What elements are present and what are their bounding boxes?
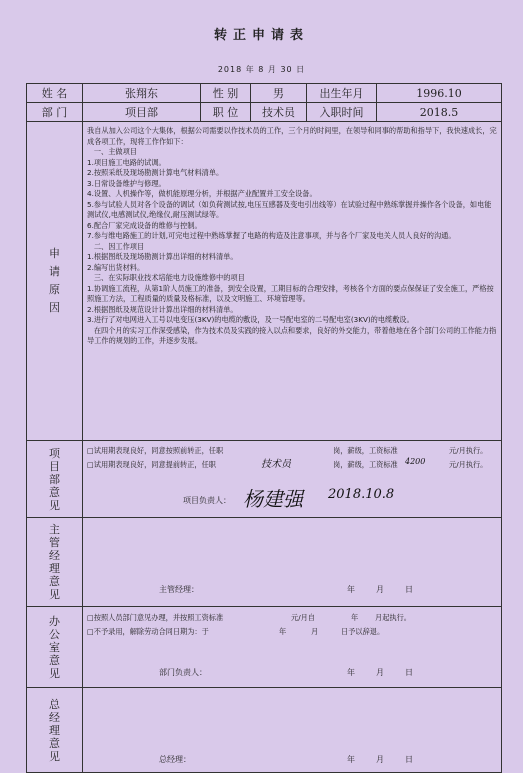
name-value: 张翔东 [83, 84, 201, 103]
supervisor-opinion-row [27, 518, 502, 607]
gm-year-label: 年 [347, 755, 355, 764]
office-month-label: 月 [376, 668, 384, 677]
birth-label: 出生年月 [307, 84, 377, 103]
join-value: 2018.5 [377, 103, 502, 122]
gm-day-label: 日 [405, 755, 413, 764]
office-option-1-c: 年 [351, 613, 359, 622]
project-signer-signature: 杨建强 [243, 487, 303, 511]
office-option-1-b: 元/月自 [291, 613, 315, 622]
supervisor-day-label: 日 [405, 585, 413, 594]
gm-opinion-row [27, 688, 502, 773]
birth-value: 1996.10 [377, 84, 502, 103]
dept-label: 部 门 [27, 103, 83, 122]
office-option-2-c: 月 [311, 627, 319, 636]
project-option-2-c: 元/月执行。 [449, 460, 488, 469]
project-option-1-c: 元/月执行。 [449, 446, 488, 455]
reason-label: 申 请 原 因 [27, 122, 83, 441]
form-date: 2018 年 8 月 30 日 [217, 65, 306, 74]
position-value: 技术员 [251, 103, 307, 122]
office-option-2-d: 日予以辞退。 [341, 627, 385, 636]
reason-text: 我自从加入公司这个大集体，根据公司需要以作技术员的工作，三个月的时间里，在领导和同事的帮助和指导下，我快速成长，完成各项工作，现将工作作如下： 一、主做项目 1.项目施工电路的试调。 2.按照采纸及现场勘测计算电气材料清单。 3.日常设备维护与修理。 4.设置、人机操作等，做机能原理分析，并根据产业配置并工安全设备。 5.参与试验人员对各个设备的调试（如负荷测试按,电压互感器及变电引出线等）在试验过程中熟练掌握并操作各个设备，如电能测试仪,电感测试仪,绝缘仪,耐压测试绿等。 6.配合厂家完成设备的维修与控制。 7.参与维电路施工的计划,可完电过程中熟练掌握了电路的构造及注意事项，并与各个厂家及电关人员人良好的沟通。 二、因工作项目 1.根据图纸及现场勘测计算出详细的材料清单。 2.编写出货材料。 三、在实际职业技术培能电力设施维修中的项目 1.协调施工流程，从第1阶人员施工的准备，到安全设置，工期目标的合理安排，考核各个方面的要点保保证了安全施工，严格按照施工方法，工程质量的质量及格标准，以及文明施工、环境管理等。 2.根据图纸及规范设计计算出详细的材料清单。 3.进行了对电网进入工号以电变压(3KV)的电缆的敷设，及一号配电室的二号配电室(3KV)的电缆敷设。 在四个月的实习工作深受感染，作为技术员及实践的接入以点和要求，良好的外交能力，带着他地在各个部门公司的工作能力指导工作的规划的工作，并逐步发展。 [87, 126, 497, 345]
project-option-1-b: 岗，薪级，工资标准 [333, 446, 398, 455]
join-label: 入职时间 [307, 103, 377, 122]
project-option-2-a: □试用期表现良好，同意提前转正，任职 [87, 460, 216, 469]
office-option-1-a: □按照人员部门意见办理，并按照工资标准 [87, 613, 224, 622]
office-option-2-b: 年 [279, 627, 287, 636]
reason-cell [83, 122, 502, 441]
header-row-1 [27, 84, 502, 103]
project-opinion-label: 项 目 部 意 见 [27, 441, 83, 518]
form-title: 转正申请表 [213, 28, 309, 43]
supervisor-signer-label: 主管经理： [159, 585, 199, 594]
gender-value: 男 [251, 84, 307, 103]
name-label: 姓 名 [27, 84, 83, 103]
supervisor-opinion-label: 主 管 经 理 意 见 [27, 518, 83, 607]
office-day-label: 日 [405, 668, 413, 677]
gender-label: 性 别 [201, 84, 251, 103]
project-hand-position: 技术员 [261, 459, 291, 470]
project-opinion-cell [83, 441, 502, 518]
project-signer-label: 项目负责人： [183, 496, 231, 505]
position-label: 职 位 [201, 103, 251, 122]
dept-value: 项目部 [83, 103, 201, 122]
office-signer-label: 部门负责人： [159, 668, 207, 677]
application-table [26, 83, 502, 773]
office-year-label: 年 [347, 668, 355, 677]
project-opinion-row [27, 441, 502, 518]
supervisor-month-label: 月 [376, 585, 384, 594]
project-signature-row [83, 487, 501, 511]
supervisor-opinion-cell [83, 518, 502, 607]
office-opinion-cell [83, 607, 502, 688]
supervisor-year-label: 年 [347, 585, 355, 594]
project-hand-salary: 4200 [405, 457, 426, 466]
office-opinion-row [27, 607, 502, 688]
header-row-2 [27, 103, 502, 122]
office-option-2-a: □不予录用，解除劳动合同日期为：于 [87, 627, 209, 636]
gm-signer-label: 总经理： [159, 755, 191, 764]
project-option-2-b: 岗，薪级，工资标准 [333, 460, 398, 469]
gm-month-label: 月 [376, 755, 384, 764]
project-signer-date: 2018.10.8 [328, 487, 395, 502]
office-opinion-label: 办 公 室 意 见 [27, 607, 83, 688]
project-option-1-a: □试用期表现良好，同意按照前转正，任职 [87, 446, 224, 455]
reason-row [27, 122, 502, 441]
gm-opinion-cell [83, 688, 502, 773]
office-option-1-d: 月起执行。 [375, 613, 411, 622]
gm-opinion-label: 总 经 理 意 见 [27, 688, 83, 773]
